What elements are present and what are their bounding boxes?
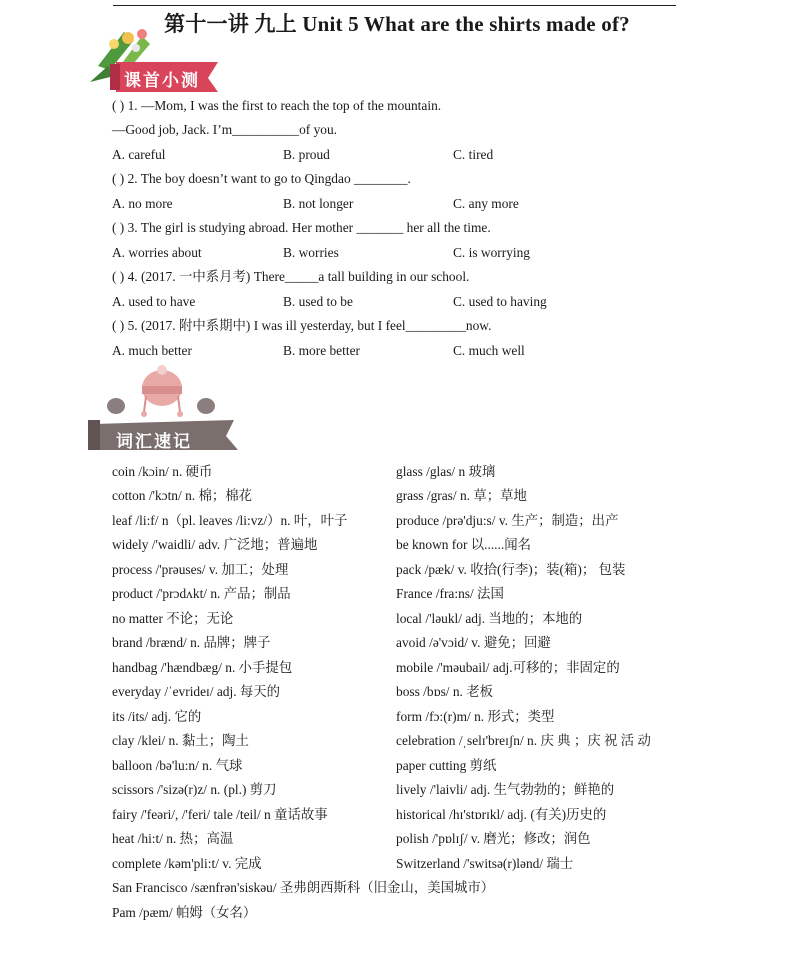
vocab-item: paper cutting 剪纸 xyxy=(396,758,497,773)
page-title: 第十一讲 九上 Unit 5 What are the shirts made of? xyxy=(164,12,630,36)
top-rule xyxy=(113,5,676,6)
vocab-item: San Francisco /sænfrən'siskəu/ 圣弗朗西斯科（旧金山，美国城市） xyxy=(112,880,495,895)
quiz-q3-option-c: C. is worrying xyxy=(453,245,530,260)
vocab-item: complete /kəm'pli:t/ v. 完成 xyxy=(112,856,262,871)
vocab-item: everyday /ˈevrideɪ/ adj. 每天的 xyxy=(112,684,281,699)
vocab-item: process /'prəuses/ v. 加工；处理 xyxy=(112,562,289,577)
quiz-q5-stem: ( ) 5. (2017. 附中系期中) I was ill yesterday, but I feel_________now. xyxy=(112,318,492,333)
vocab-item: boss /bɒs/ n. 老板 xyxy=(396,684,494,699)
vocab-item: Pam /pæm/ 帕姆（女名） xyxy=(112,905,257,920)
quiz-q2-stem: ( ) 2. The boy doesn’t want to go to Qingdao ________. xyxy=(112,171,411,186)
vocab-item: clay /klei/ n. 黏土；陶土 xyxy=(112,733,249,748)
vocab-item: its /its/ adj. 它的 xyxy=(112,709,202,724)
quiz-q1-stem: ( ) 1. —Mom, I was the first to reach the top of the mountain. xyxy=(112,98,442,113)
quiz-q5-option-a: A. much better xyxy=(112,343,192,358)
vocab-item: leaf /li:f/ n（pl. leaves /li:vz/）n. 叶，叶子 xyxy=(112,513,348,528)
vocab-item: brand /brænd/ n. 品牌；牌子 xyxy=(112,635,271,650)
quiz-section-badge xyxy=(80,26,230,98)
quiz-q3-option-a: A. worries about xyxy=(112,245,202,260)
quiz-q1-option-a: A. careful xyxy=(112,147,166,162)
vocab-item: lively /'laivli/ adj. 生气勃勃的；鲜艳的 xyxy=(396,782,615,797)
vocab-item: pack /pæk/ v. 收拾(行李)；装(箱)； 包装 xyxy=(396,562,626,577)
vocab-section-badge xyxy=(86,364,246,456)
quiz-q4-option-b: B. used to be xyxy=(283,294,353,309)
quiz-q3-option-b: B. worries xyxy=(283,245,339,260)
quiz-q4-option-a: A. used to have xyxy=(112,294,196,309)
vocab-item: no matter 不论；无论 xyxy=(112,611,234,626)
vocab-item: heat /hi:t/ n. 热；高温 xyxy=(112,831,234,846)
vocab-item: avoid /ə'vɔid/ v. 避免；回避 xyxy=(396,635,551,650)
quiz-q5-option-c: C. much well xyxy=(453,343,525,358)
vocab-item: form /fɔ:(r)m/ n. 形式；类型 xyxy=(396,709,555,724)
vocab-item: grass /gras/ n. 草；草地 xyxy=(396,488,527,503)
vocab-item: polish /'pɒlɪʃ/ v. 磨光；修改；润色 xyxy=(396,831,591,846)
vocab-item: coin /kɔin/ n. 硬币 xyxy=(112,464,213,479)
vocab-item: historical /hɪ'stɒrɪkl/ adj. (有关)历史的 xyxy=(396,807,607,822)
vocab-item: France /fra:ns/ 法国 xyxy=(396,586,504,601)
vocab-item: fairy /'feəri/, /'feri/ tale /teil/ n 童话故事 xyxy=(112,807,328,822)
quiz-q5-option-b: B. more better xyxy=(283,343,360,358)
quiz-q2-option-a: A. no more xyxy=(112,196,173,211)
vocab-badge-label: 词汇速记 xyxy=(116,432,192,452)
vocab-item: produce /prə'dju:s/ v. 生产；制造；出产 xyxy=(396,513,619,528)
quiz-q1-option-b: B. proud xyxy=(283,147,330,162)
vocab-item: local /'ləukl/ adj. 当地的；本地的 xyxy=(396,611,583,626)
vocab-item: cotton /'kɔtn/ n. 棉；棉花 xyxy=(112,488,253,503)
vocab-item: mobile /'məubail/ adj.可移的；非固定的 xyxy=(396,660,620,675)
quiz-q4-option-c: C. used to having xyxy=(453,294,547,309)
vocab-item: be known for 以......闻名 xyxy=(396,537,532,552)
quiz-q2-option-c: C. any more xyxy=(453,196,519,211)
vocab-item: celebration /ˌselɪ'breɪʃn/ n. 庆 典 ；庆 祝 活 动 xyxy=(396,733,651,748)
quiz-q4-stem: ( ) 4. (2017. 一中系月考) There_____a tall building in our school. xyxy=(112,269,470,284)
vocab-item: widely /'waidli/ adv. 广泛地；普遍地 xyxy=(112,537,318,552)
vocab-item: scissors /'sizə(r)z/ n. (pl.) 剪刀 xyxy=(112,782,277,797)
quiz-q1-option-c: C. tired xyxy=(453,147,494,162)
quiz-q1-stem2: —Good job, Jack. I’m__________of you. xyxy=(112,122,338,137)
vocab-item: glass /glas/ n 玻璃 xyxy=(396,464,496,479)
vocab-item: handbag /'hændbæg/ n. 小手提包 xyxy=(112,660,293,675)
quiz-badge-label: 课首小测 xyxy=(124,71,200,91)
vocab-item: Switzerland /'switsə(r)lənd/ 瑞士 xyxy=(396,856,574,871)
vocab-item: product /'prɔdʌkt/ n. 产品；制品 xyxy=(112,586,291,601)
quiz-q3-stem: ( ) 3. The girl is studying abroad. Her mother _______ her all the time. xyxy=(112,220,491,235)
quiz-q2-option-b: B. not longer xyxy=(283,196,354,211)
vocab-item: balloon /bə'lu:n/ n. 气球 xyxy=(112,758,243,773)
